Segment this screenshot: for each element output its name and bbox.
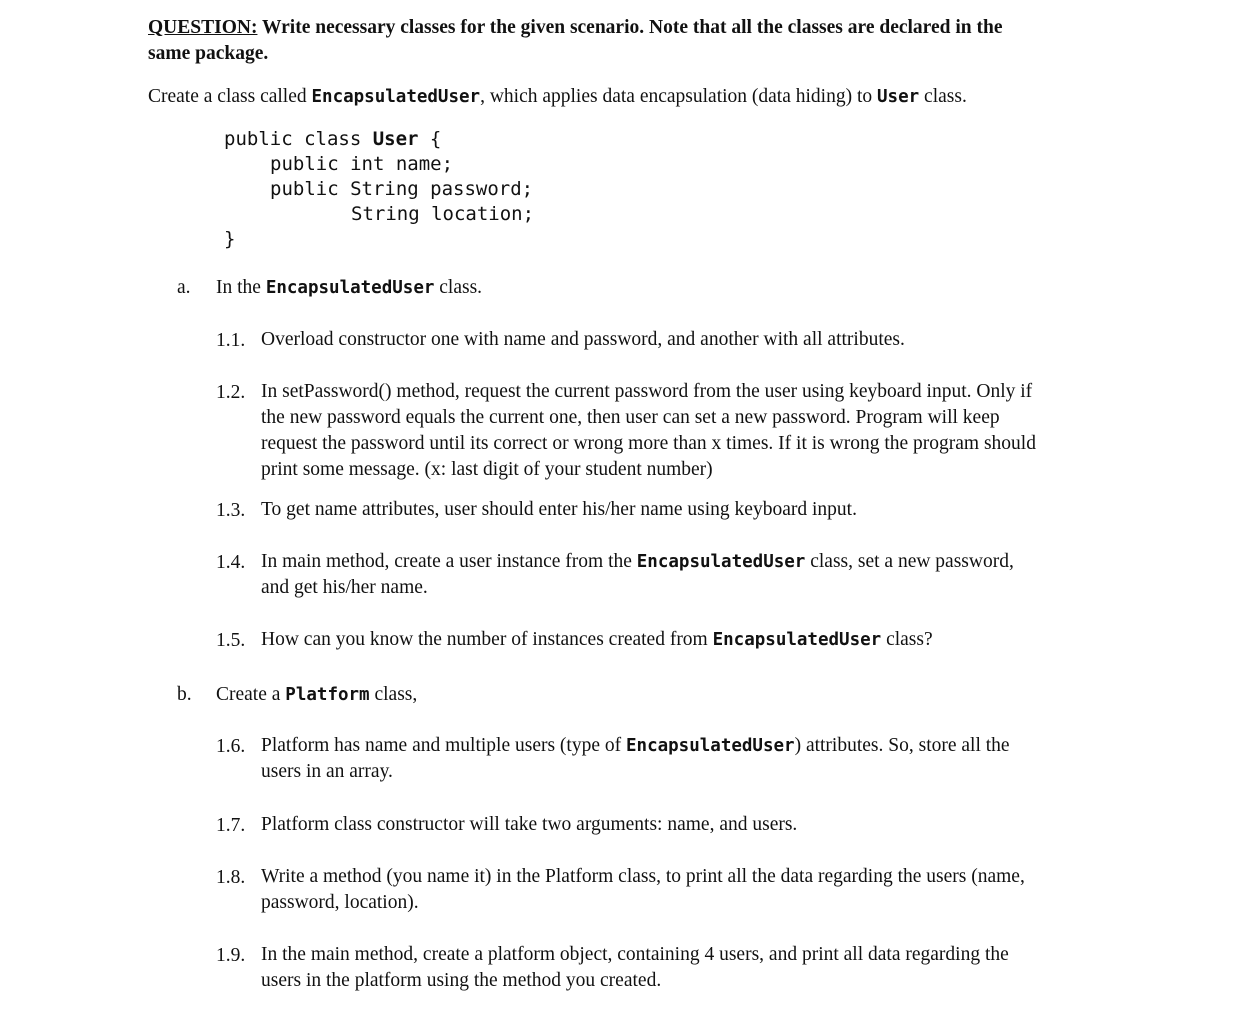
item-line: Platform class constructor will take two arguments: name, and users.: [261, 814, 798, 835]
item-line: and get his/her name.: [261, 577, 428, 598]
item-line: users in an array.: [261, 761, 393, 782]
section-b-letter: b.: [177, 684, 192, 705]
section-b-code: Platform: [285, 685, 370, 705]
code-line-2: public int name;: [270, 153, 454, 175]
item-line: users in the platform using the method you created.: [261, 970, 662, 991]
code-line-1: [224, 128, 441, 150]
item-1-6-text-pre: Platform has name and multiple users (type of: [261, 735, 626, 756]
code-line-3: public String password;: [270, 178, 534, 200]
code-line-5: }: [224, 228, 236, 250]
item-line: Overload constructor one with name and password, and another with all attributes.: [261, 329, 905, 350]
section-a-heading: [216, 277, 482, 299]
item-1-4-text: [261, 549, 1014, 601]
item-line: the new password equals the current one, then user can set a new password. Program will keep: [261, 407, 1000, 428]
intro-text-mid: , which applies data encapsulation (data hiding) to: [480, 86, 878, 107]
intro-text-post: class.: [919, 86, 967, 107]
section-a-code: EncapsulatedUser: [265, 278, 435, 298]
intro-text-pre: Create a class called: [148, 86, 312, 107]
item-line: To get name attributes, user should enter his/her name using keyboard input.: [261, 499, 857, 520]
intro-code-user: User: [877, 87, 920, 107]
code-keywords: public class: [224, 128, 373, 150]
intro-paragraph: [148, 86, 967, 108]
item-line: print some message. (x: last digit of your student number): [261, 459, 713, 480]
question-title-line1: [148, 17, 1002, 39]
item-1-6-text-post: ) attributes. So, store all the: [794, 735, 1010, 756]
item-line: Write a method (you name it) in the Platform class, to print all the data regarding the users (name,: [261, 866, 1025, 887]
item-1-4-text-pre: In main method, create a user instance from the: [261, 551, 637, 572]
item-1-4-text-post: class, set a new password,: [805, 551, 1014, 572]
question-title-text: Write necessary classes for the given scenario. Note that all the classes are declared in the: [257, 17, 1003, 38]
item-1-5-text-pre: How can you know the number of instances created from: [261, 629, 713, 650]
item-number: 1.5.: [216, 630, 246, 651]
question-title-line2: same package.: [148, 43, 269, 64]
item-1-9-text: [261, 942, 1009, 994]
item-line: request the password until its correct or wrong more than x times. If it is wrong the program should: [261, 433, 1036, 454]
item-1-2-text: [261, 379, 1036, 483]
item-number: 1.2.: [216, 382, 246, 403]
item-number: 1.9.: [216, 945, 246, 966]
item-number: 1.4.: [216, 552, 246, 573]
item-1-3-text: [261, 497, 857, 523]
section-b-text-post: class,: [369, 684, 418, 705]
item-1-5-code: EncapsulatedUser: [712, 630, 882, 650]
item-number: 1.1.: [216, 330, 246, 351]
item-1-4-code: EncapsulatedUser: [636, 552, 806, 572]
item-number: 1.7.: [216, 815, 246, 836]
item-1-7-text: [261, 812, 797, 838]
code-open-brace: {: [418, 128, 442, 150]
question-label: QUESTION:: [148, 17, 258, 38]
item-number: 1.3.: [216, 500, 246, 521]
item-1-5-text-post: class?: [881, 629, 933, 650]
item-line: In setPassword() method, request the current password from the user using keyboard input. Only if: [261, 381, 1033, 402]
code-line-4: String location;: [351, 203, 535, 225]
item-number: 1.6.: [216, 736, 246, 757]
section-b-text-pre: Create a: [216, 684, 286, 705]
item-line: [261, 627, 933, 653]
section-b-heading: [216, 684, 417, 706]
item-line: [261, 733, 1010, 759]
code-class-name: User: [372, 128, 419, 150]
item-line: In the main method, create a platform object, containing 4 users, and print all data regarding the: [261, 944, 1009, 965]
item-1-5-text: [261, 627, 933, 653]
item-1-1-text: [261, 327, 905, 353]
item-1-6-text: [261, 733, 1010, 785]
section-a-text-pre: In the: [216, 277, 266, 298]
section-a-letter: a.: [177, 277, 191, 298]
intro-code-encapsulateduser: EncapsulatedUser: [311, 87, 481, 107]
section-a-text-post: class.: [434, 277, 483, 298]
item-number: 1.8.: [216, 867, 246, 888]
item-line: password, location).: [261, 892, 419, 913]
item-line: [261, 549, 1014, 575]
item-1-6-code: EncapsulatedUser: [626, 736, 795, 756]
item-1-8-text: [261, 864, 1025, 916]
